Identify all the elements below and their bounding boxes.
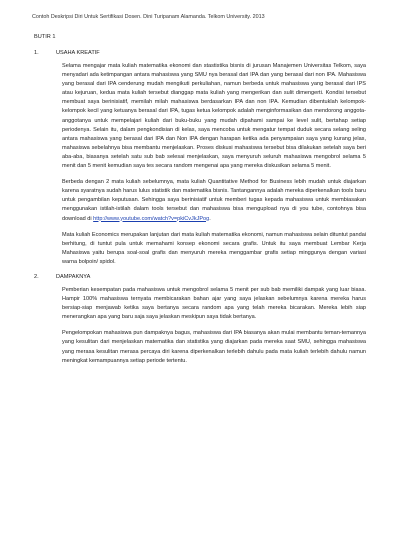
section-2 bbox=[34, 274, 366, 366]
paragraph: Mata kuliah Economics merupakan lanjutan dari mata kuliah matematika ekonomi, namun mahasiswa selain dituntut pandai berhitung, di tuntut pula untuk memahami konsep ekonomi secara grafis. Untuk itu saya membuat Lembar Kerja Mahasiswa yaitu berupa soal-soal grafis dan menyuruh mereka menggambar grafis setiap minggunya dengan variasi warna bolpoin/ spidol. bbox=[62, 231, 367, 265]
section-1 bbox=[34, 50, 366, 267]
section-title: USAHA KREATIF bbox=[56, 50, 100, 56]
paragraph: Selama mengajar mata kuliah matematika ekonomi dan stastistika bisnis di jurusan Manajemen Universitas Telkom, saya menyadari ada ketimpangan antara mahasiswa yang SMU nya berasal dari IPA dan yang berasal dari non IPA. Mahasiswa yang berasal dari IPA cenderung mudah mengikuti perkuliahan, namun berbeda untuk mahasiswa yang berasal dari IPS atau kejuruan, kedua mata kuliah tersebut dianggap mata kuliah yang mengerikan dan sulit dimengerti. Kondisi tersebut membuat saya berinisiatif, memilah milah mahasiswa berdasarkan IPA dan non IPA. Kemudian dibentuklah kelompok-kelompok kecil yang ketuanya berasal dari IPA, tugas ketua kelompok adalah menginformasikan dan mendorong anggota-anggotanya untuk mempelajari kuliah dari buku-buku yang mudah dipahami sampai ke level sulit, bertahap setiap periodenya. Selain itu, dalam pengkondisian di kelas, saya mencoba untuk mengatur tempat duduk secara selang seling antara mahasiswa yang berasal dari IPA dan Non IPA dengan harapan ketika ada penyampaian saya yang kurang jelas, mahasiswa sebelahnya bisa membantu menjelaskan. Proses diskusi mahasiswa tersebut bisa dilakukan setelah saya beri aba-aba, biasanya setelah satu sub bab selesai menjelaskan, saya menyuruh seluruh mahasiswa mengobrol selama 5 menit dan 5 menit kemudian saya tes secara random mengenai apa yang mereka diskusikan selama 5 menit. bbox=[62, 63, 366, 170]
paragraph: Pengelompokan mahasiswa pun dampaknya bagus, mahasiswa dari IPA biasanya akan mulai membantu teman-temannya yang kesulitan dari menjelaskan matematika dan statistika yang diajarkan pada mereka saat SMU, sehingga mahasiswa yang merasa kesulitan merasa percaya diri karena diperkenalkan terlebih dahulu pada mata kuliah terlebih dahulu namun meningkat kemampuannya setiap periode tertentu. bbox=[62, 330, 366, 364]
section-number: 2. bbox=[34, 273, 39, 280]
paragraph-text: Berbeda dengan 2 mata kuliah sebelumnya, mata kuliah Quantitative Method for Business lebih mudah untuk diajarkan karena syaratnya sudah harus lulus statistik dan matematika bisnis. Tantangannya adalah mereka diperkenalkan tools baru untuk pengambilan keputusan. Sehingga saya berinisiatif untuk memberi tugas kepada mahasiswa untuk membiasakan menggunakan istilah-istilah dalam tools tersebut dan mahasiswa bisa mengupload nya di you tube, contohnya bisa download di bbox=[62, 179, 366, 222]
section-title: DAMPAKNYA bbox=[56, 273, 91, 280]
section-number: 1. bbox=[34, 50, 39, 56]
section-heading bbox=[34, 50, 366, 56]
paragraph: Pemberian kesempatan pada mahasiswa untuk mengobrol selama 5 menit per sub bab memiliki dampak yang luar biasa. Hampir 100% mahasiswa ternyata membicarakan bahan ajar yang saya jelaskan sebelumnya karena mereka harus bersiap-siap menjawab ketika saya bertanya secara random apa yang telah mereka bicarakan. Mereka lebih siap menerangkan apa yang baru saja saya jelaskan meskipun saya tidak bertanya. bbox=[62, 286, 366, 321]
butir-label: BUTIR 1 bbox=[34, 34, 56, 40]
section-heading bbox=[34, 274, 366, 280]
paragraph-suffix: . bbox=[209, 215, 211, 222]
youtube-link[interactable]: http://www.youtube.com/watch?v=pkiCvJkJPog bbox=[93, 215, 210, 222]
page-header: Contoh Deskripsi Diri Untuk Sertifikasi Dosen. Dini Turipanam Alamanda. Telkom University. 2013 bbox=[32, 14, 265, 20]
paragraph-with-link bbox=[62, 178, 366, 223]
